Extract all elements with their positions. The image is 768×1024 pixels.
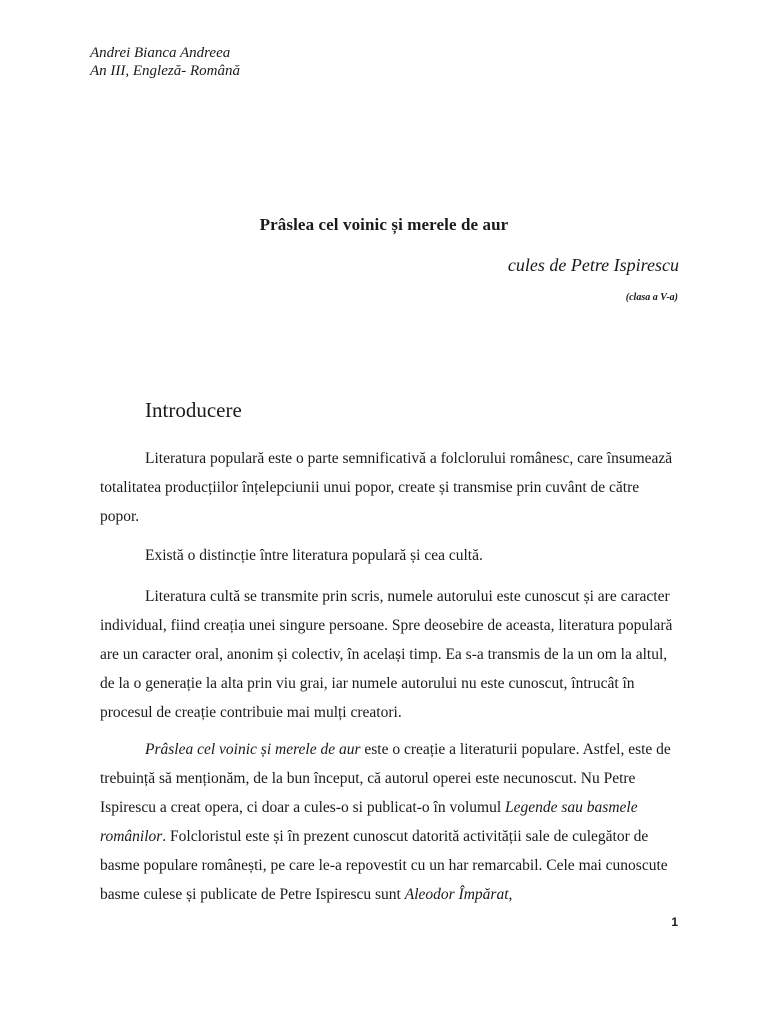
author-name: Andrei Bianca Andreea xyxy=(90,45,231,61)
work-title-italic: Prâslea cel voinic și merele de aur xyxy=(145,741,361,758)
paragraph-4-text-1: este o creație a literaturii populare. Astfel, este de trebuință să menționăm, de la bun început, că autorul operei este necunoscut. Nu Petre Ispirescu a creat opera, ci doar a cules-o si publicat-o în volumul xyxy=(100,741,671,816)
paragraph-4 xyxy=(100,735,680,909)
section-heading: Introducere xyxy=(145,398,242,422)
document-subtitle: cules de Petre Ispirescu xyxy=(507,255,679,275)
volume-title-italic: Legende sau basmele românilor xyxy=(100,799,638,845)
paragraph-3: Literatura cultă se transmite prin scris, numele autorului este cunoscut și are caracter individual, fiind creația unei singure persoane. Spre deosebire de aceasta, literatura populară are un caracter oral, anonim și colectiv, în același timp. Ea s-a transmis de la un om la altul, de la o generație la alta prin viu grai, iar numele autorului nu este cunoscut, întrucât în procesul de creație contribuie mai mulți creatori. xyxy=(100,588,673,721)
paragraph-1: Literatura populară este o parte semnificativă a folclorului românesc, care însumează totalitatea producțiilor înțelepciunii unui popor, create și transmise prin cuvânt de către popor. xyxy=(100,450,673,525)
document-title: Prâslea cel voinic și merele de aur xyxy=(259,215,509,234)
page-number: 1 xyxy=(671,915,678,929)
paragraph-2: Există o distincție între literatura populară și cea cultă. xyxy=(145,547,483,564)
paragraph-4-text-2: . Folcloristul este și în prezent cunoscut datorită activității sale de culegător de basme populare românești, pe care le-a repovestit cu un har remarcabil. Cele mai cunoscute basme culese și publicate de Petre Ispirescu sunt xyxy=(100,828,668,903)
author-program: An III, Engleză- Română xyxy=(90,63,240,79)
tale-title-italic: Aleodor Împărat, xyxy=(404,886,513,903)
grade-note: (clasa a V-a) xyxy=(625,292,678,303)
